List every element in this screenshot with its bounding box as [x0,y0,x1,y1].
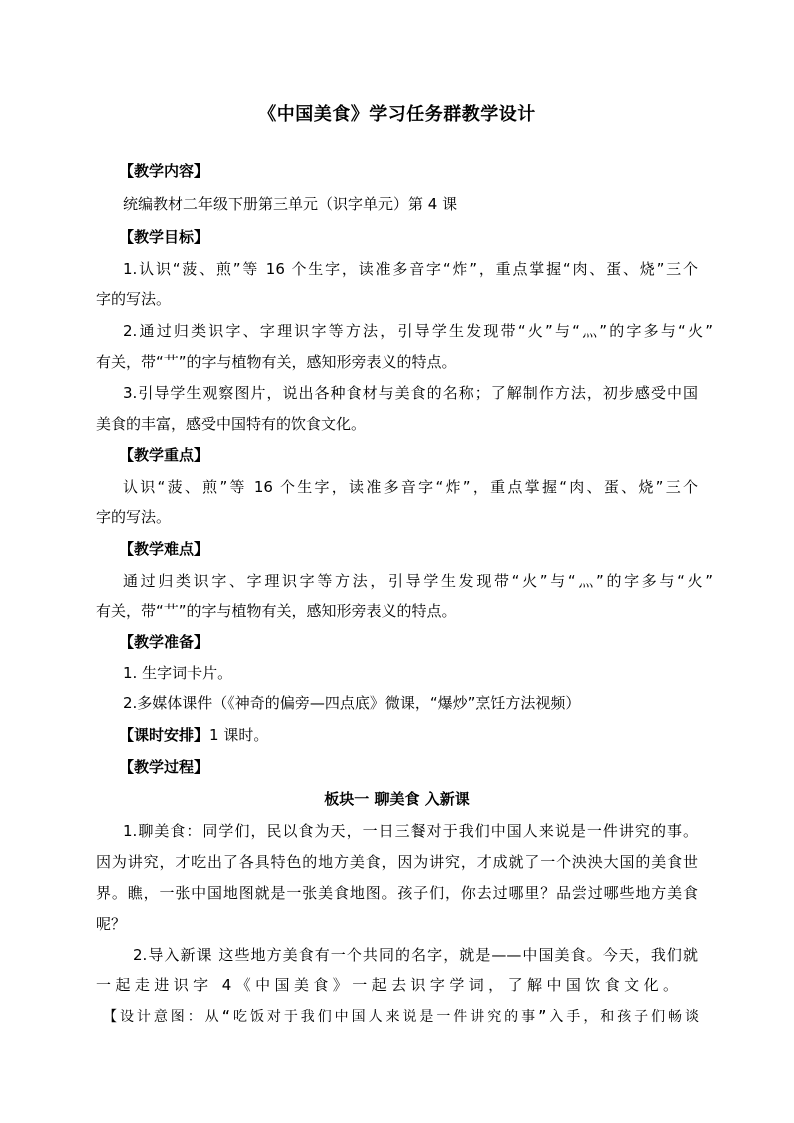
key-points-line-2: 字的写法。 [96,508,172,526]
process-1-line-2: 因为讲究，才吃出了各具特色的地方美食，因为讲究，才成就了一个泱泱大国的美食世 [96,853,698,871]
heading-difficult-points: 【教学难点】 [119,540,210,558]
heading-preparation: 【教学准备】 [119,633,210,651]
process-2-line-1: 2.导入新课 这些地方美食有一个共同的名字，就是——中国美食。今天，我们就 [133,946,698,964]
design-intent: 【设计意图：从“吃饭对于我们中国人来说是一件讲究的事”入手，和孩子们畅谈 [103,1009,699,1025]
preparation-item-2: 2.多媒体课件（《神奇的偏旁—四点底》微课，“爆炒”烹饪方法视频） [123,694,581,712]
schedule-line [119,724,268,746]
goal-1-line-1: 1.认识“菠、煎”等 16 个生字，读准多音字“炸”，重点掌握“肉、蛋、烧”三个 [123,260,698,278]
goal-1-line-2: 字的写法。 [96,290,172,308]
key-points-line-1: 认识“菠、煎”等 16 个生字，读准多音字“炸”，重点掌握“肉、蛋、烧”三个 [123,478,698,496]
heading-teaching-goals: 【教学目标】 [119,228,210,246]
process-1-line-3: 界。瞧，一张中国地图就是一张美食地图。孩子们，你去过哪里？品尝过哪些地方美食 [96,884,698,902]
goal-3-line-2: 美食的丰富，感受中国特有的饮食文化。 [96,415,367,433]
preparation-item-1: 1. 生字词卡片。 [123,664,233,682]
goal-2-line-2: 有关，带“艹”的字与植物有关，感知形旁表义的特点。 [96,353,457,371]
document-title: 《中国美食》学习任务群教学设计 [258,104,536,125]
schedule-text: 1 课时。 [209,726,269,744]
process-1-line-4: 呢？ [96,915,127,933]
block-1-title: 板块一 聊美食 入新课 [324,790,470,808]
difficult-points-line-1: 通过归类识字、字理识字等方法，引导学生发现带“火”与“灬”的字多与“火” [123,572,713,590]
goal-3-line-1: 3.引导学生观察图片，说出各种食材与美食的名称；了解制作方法，初步感受中国 [123,384,698,402]
teaching-content-text: 统编教材二年级下册第三单元（识字单元）第 4 课 [123,195,458,213]
process-1-line-1: 1.聊美食：同学们，民以食为天，一日三餐对于我们中国人来说是一件讲究的事。 [123,822,698,840]
heading-process: 【教学过程】 [119,758,210,776]
process-2-line-2: 一起走进识字 4《中国美食》一起去识字学词，了解中国饮食文化。 [96,976,678,994]
heading-key-points: 【教学重点】 [119,446,210,464]
heading-schedule: 【课时安排】 [119,726,210,744]
difficult-points-line-2: 有关，带“艹”的字与植物有关，感知形旁表义的特点。 [96,602,457,620]
heading-teaching-content: 【教学内容】 [119,162,210,180]
goal-2-line-1: 2.通过归类识字、字理识字等方法，引导学生发现带“火”与“灬”的字多与“火” [123,322,713,340]
